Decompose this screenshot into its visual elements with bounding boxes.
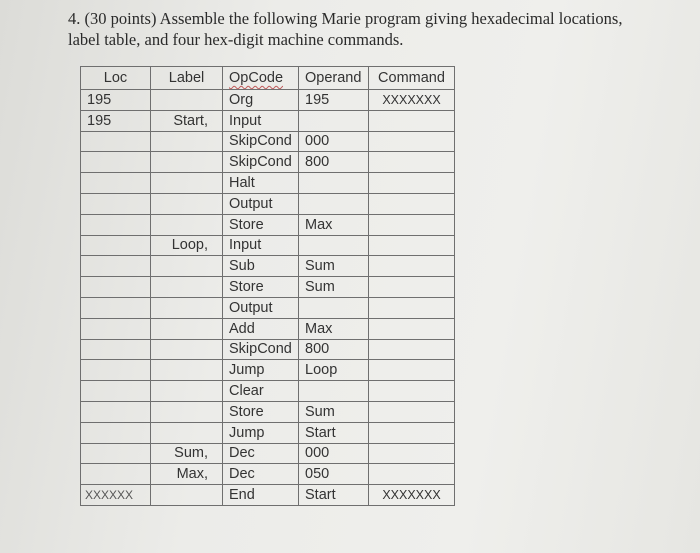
cell-opcode: Output <box>223 193 299 214</box>
cell-command <box>369 443 455 464</box>
cell-label <box>151 401 223 422</box>
cell-operand: 050 <box>299 464 369 485</box>
cell-opcode: Clear <box>223 381 299 402</box>
cell-loc <box>81 318 151 339</box>
cell-loc: 195 <box>81 90 151 111</box>
table-row <box>81 401 455 422</box>
cell-opcode: Input <box>223 235 299 256</box>
cell-operand <box>299 297 369 318</box>
header-opcode: OpCode <box>223 67 299 90</box>
cell-loc <box>81 464 151 485</box>
cell-command <box>369 360 455 381</box>
cell-operand: 800 <box>299 339 369 360</box>
table-row <box>81 214 455 235</box>
cell-loc <box>81 173 151 194</box>
cell-opcode: Input <box>223 110 299 131</box>
cell-operand <box>299 173 369 194</box>
cell-loc <box>81 422 151 443</box>
cell-opcode: SkipCond <box>223 152 299 173</box>
cell-operand: 195 <box>299 90 369 111</box>
cell-label <box>151 193 223 214</box>
question-line-2: label table, and four hex-digit machine commands. <box>68 30 404 49</box>
cell-opcode: Add <box>223 318 299 339</box>
table-row <box>81 381 455 402</box>
cell-command <box>369 297 455 318</box>
cell-operand <box>299 235 369 256</box>
cell-label <box>151 381 223 402</box>
cell-opcode: Jump <box>223 360 299 381</box>
table-row <box>81 318 455 339</box>
cell-loc <box>81 235 151 256</box>
cell-command <box>369 339 455 360</box>
cell-operand <box>299 193 369 214</box>
cell-command: XXXXXXX <box>369 485 455 506</box>
table-row <box>81 256 455 277</box>
cell-loc <box>81 297 151 318</box>
cell-opcode: Store <box>223 401 299 422</box>
cell-operand <box>299 381 369 402</box>
cell-operand: Max <box>299 214 369 235</box>
cell-loc: 195 <box>81 110 151 131</box>
cell-loc <box>81 277 151 298</box>
table-row <box>81 193 455 214</box>
table-row <box>81 131 455 152</box>
table-row <box>81 443 455 464</box>
cell-opcode: Sub <box>223 256 299 277</box>
table-row <box>81 110 455 131</box>
cell-command <box>369 152 455 173</box>
cell-command <box>369 235 455 256</box>
cell-label <box>151 339 223 360</box>
table-row <box>81 297 455 318</box>
cell-opcode: Dec <box>223 443 299 464</box>
cell-label <box>151 360 223 381</box>
cell-command <box>369 381 455 402</box>
cell-loc <box>81 131 151 152</box>
cell-command <box>369 256 455 277</box>
cell-operand: Sum <box>299 277 369 298</box>
cell-operand: Max <box>299 318 369 339</box>
cell-loc <box>81 214 151 235</box>
cell-opcode: Store <box>223 214 299 235</box>
table-row <box>81 277 455 298</box>
cell-label: Max, <box>151 464 223 485</box>
cell-command <box>369 277 455 298</box>
table-row <box>81 422 455 443</box>
cell-command <box>369 173 455 194</box>
cell-operand: Sum <box>299 256 369 277</box>
cell-command <box>369 318 455 339</box>
table-row <box>81 90 455 111</box>
cell-operand: Sum <box>299 401 369 422</box>
cell-loc <box>81 339 151 360</box>
cell-opcode: Output <box>223 297 299 318</box>
header-operand: Operand <box>299 67 369 90</box>
table-body <box>81 90 455 506</box>
cell-label <box>151 485 223 506</box>
cell-loc <box>81 152 151 173</box>
cell-label: Sum, <box>151 443 223 464</box>
question-line-1: 4. (30 points) Assemble the following Marie program giving hexadecimal locations, <box>68 9 623 28</box>
table-row <box>81 235 455 256</box>
cell-loc <box>81 256 151 277</box>
cell-opcode: SkipCond <box>223 131 299 152</box>
table-row <box>81 360 455 381</box>
cell-command <box>369 422 455 443</box>
cell-operand: 000 <box>299 131 369 152</box>
cell-label: Loop, <box>151 235 223 256</box>
cell-opcode: SkipCond <box>223 339 299 360</box>
cell-loc <box>81 401 151 422</box>
cell-operand: 800 <box>299 152 369 173</box>
cell-opcode: Store <box>223 277 299 298</box>
cell-label <box>151 131 223 152</box>
cell-label <box>151 277 223 298</box>
cell-operand: Start <box>299 422 369 443</box>
cell-loc <box>81 381 151 402</box>
cell-label <box>151 297 223 318</box>
cell-opcode: Halt <box>223 173 299 194</box>
cell-operand: Loop <box>299 360 369 381</box>
cell-opcode: End <box>223 485 299 506</box>
marie-program-table <box>80 66 455 506</box>
cell-command <box>369 214 455 235</box>
table-row <box>81 173 455 194</box>
header-command: Command <box>369 67 455 90</box>
cell-command <box>369 131 455 152</box>
cell-opcode: Org <box>223 90 299 111</box>
cell-opcode: Dec <box>223 464 299 485</box>
cell-label <box>151 152 223 173</box>
cell-loc <box>81 443 151 464</box>
cell-label <box>151 422 223 443</box>
cell-label <box>151 90 223 111</box>
table-row <box>81 464 455 485</box>
cell-command <box>369 193 455 214</box>
cell-loc <box>81 193 151 214</box>
cell-command <box>369 464 455 485</box>
header-loc: Loc <box>81 67 151 90</box>
cell-operand <box>299 110 369 131</box>
table-row <box>81 339 455 360</box>
cell-operand: Start <box>299 485 369 506</box>
cell-label <box>151 256 223 277</box>
question-text <box>68 8 693 50</box>
cell-label <box>151 214 223 235</box>
cell-loc: XXXXXX <box>81 485 151 506</box>
cell-label <box>151 173 223 194</box>
cell-command: XXXXXXX <box>369 90 455 111</box>
cell-opcode: Jump <box>223 422 299 443</box>
cell-command <box>369 110 455 131</box>
table-row <box>81 485 455 506</box>
header-label: Label <box>151 67 223 90</box>
cell-label: Start, <box>151 110 223 131</box>
table-header-row <box>81 67 455 90</box>
cell-loc <box>81 360 151 381</box>
cell-label <box>151 318 223 339</box>
cell-operand: 000 <box>299 443 369 464</box>
table-row <box>81 152 455 173</box>
cell-command <box>369 401 455 422</box>
